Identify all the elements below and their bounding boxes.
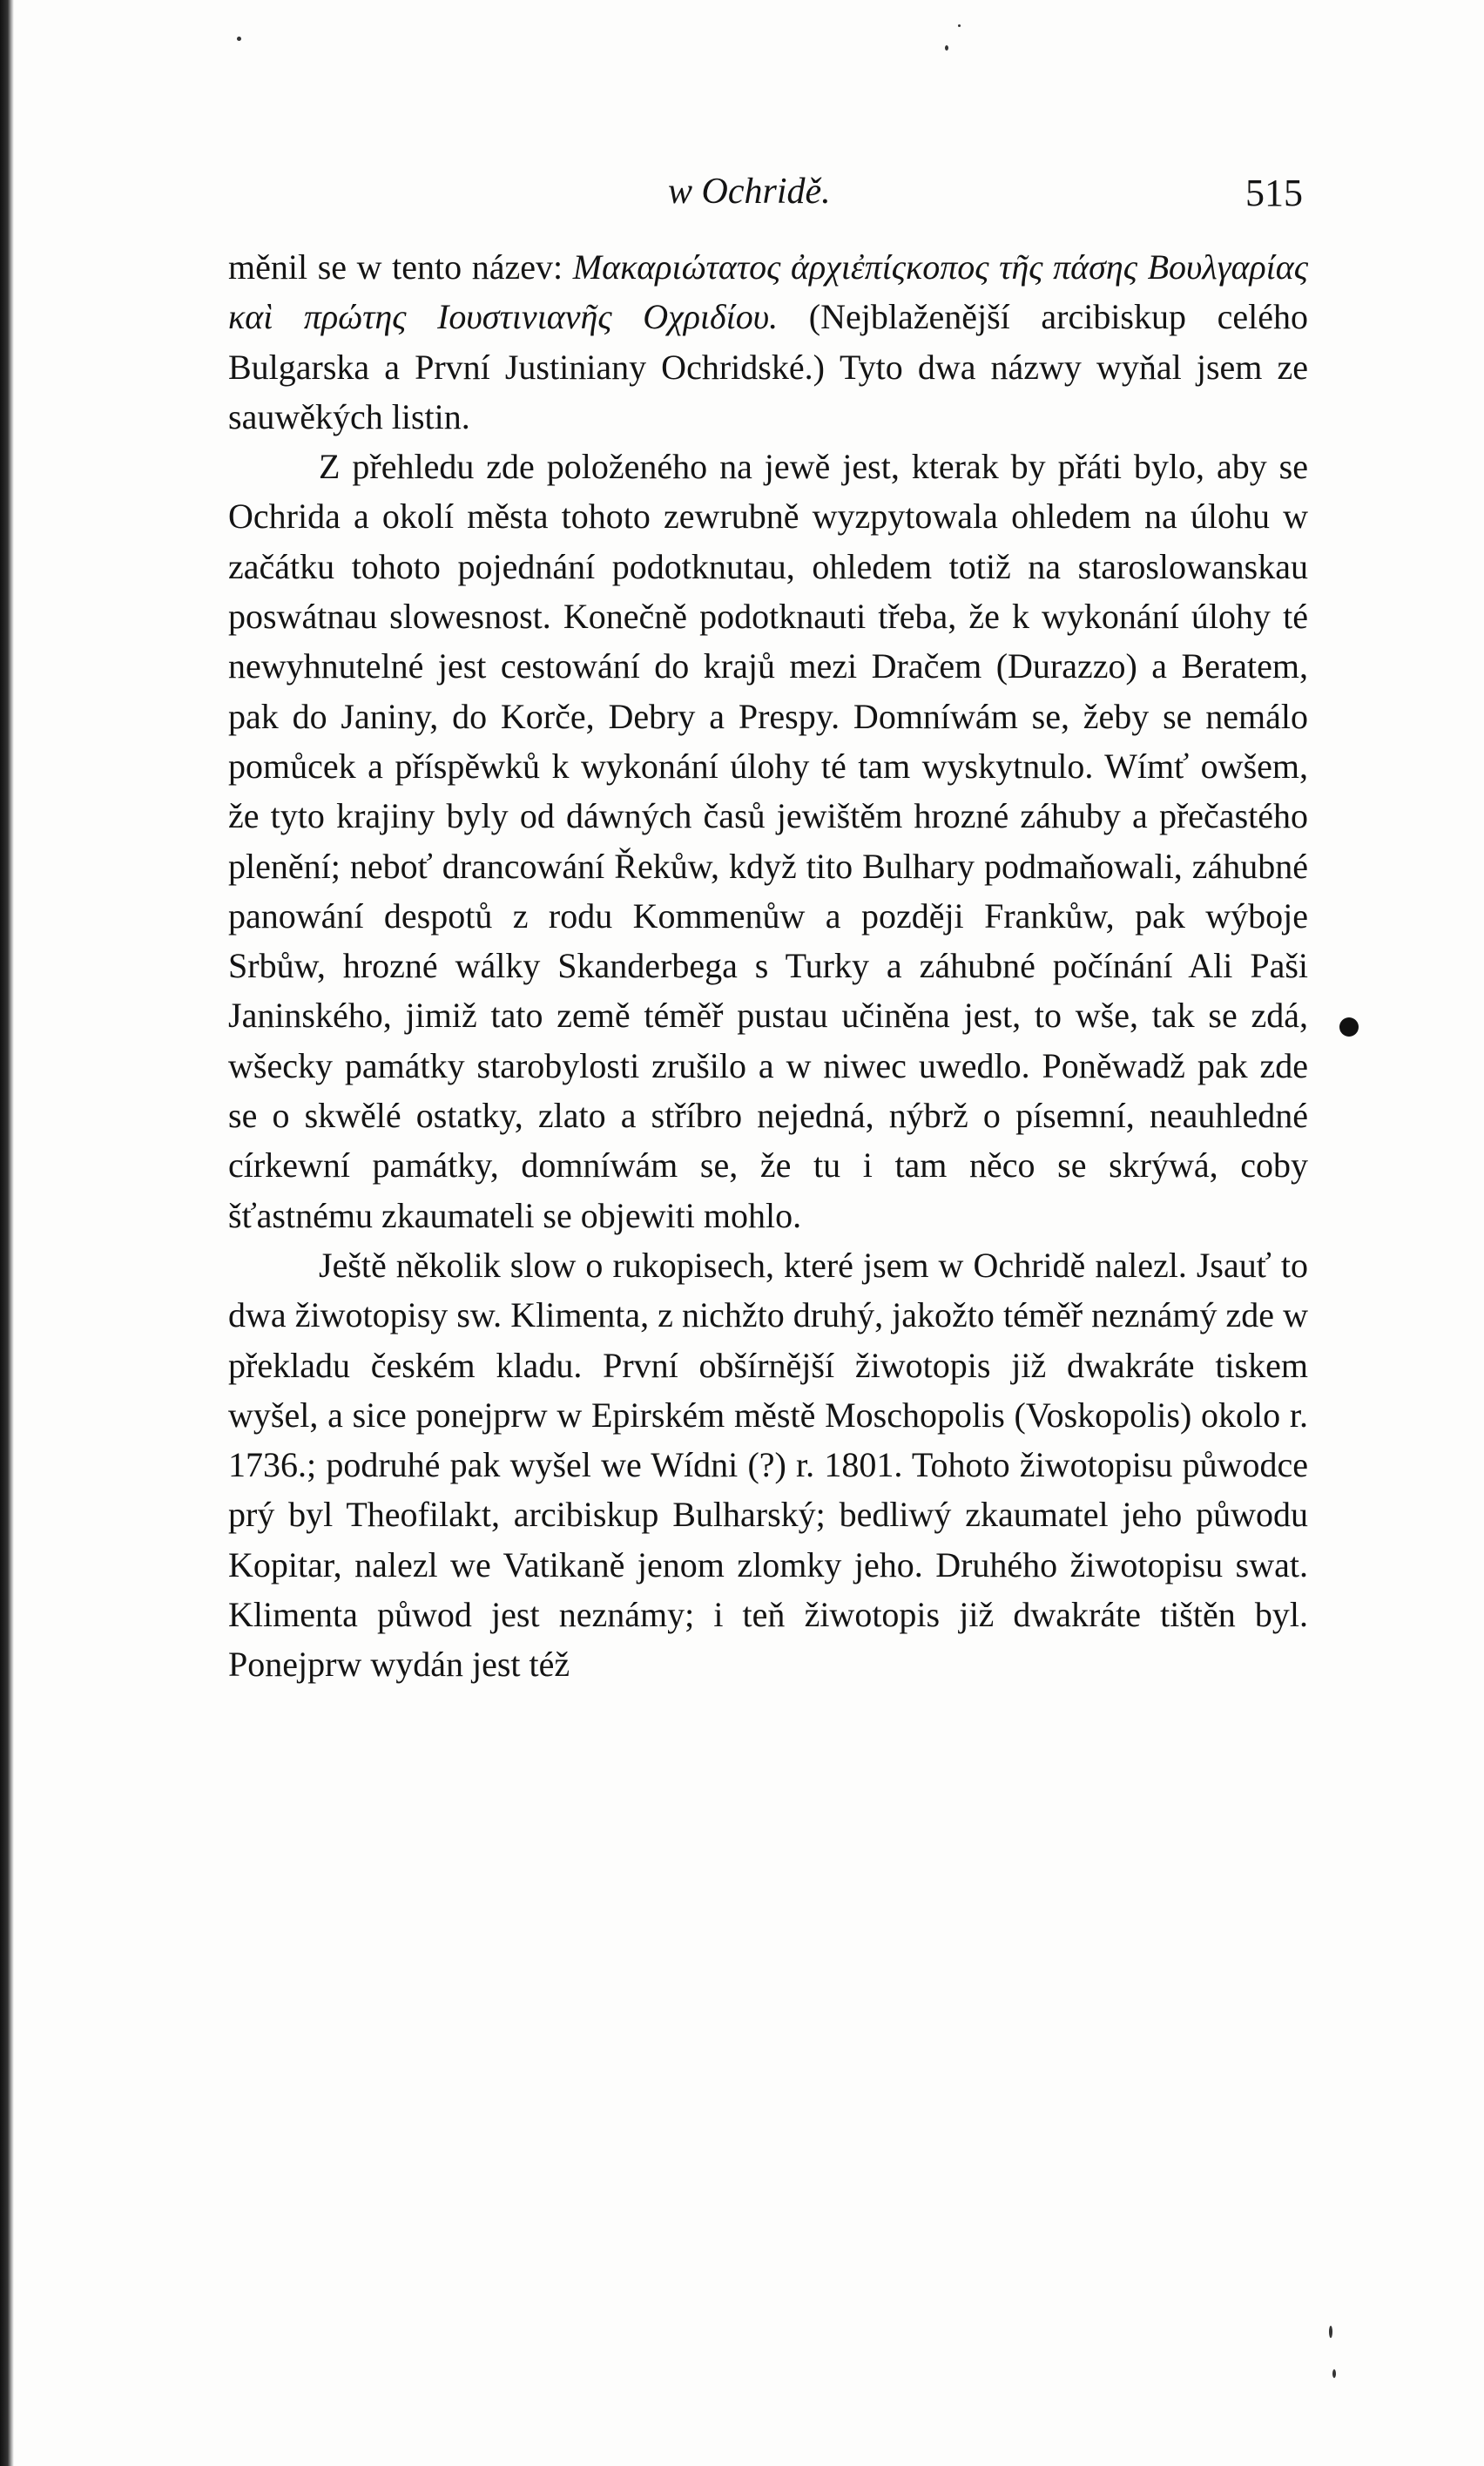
page-header <box>228 171 1303 223</box>
ink-speck <box>1332 2369 1336 2378</box>
ink-speck <box>237 37 241 41</box>
page-number: 515 <box>1245 172 1303 214</box>
paragraph-1 <box>228 242 1308 442</box>
binding-edge <box>0 0 14 2466</box>
ink-speck <box>945 45 948 51</box>
running-head: w Ochridě. <box>668 172 831 212</box>
paragraph-1-start: měnil se w tento název: <box>228 247 573 287</box>
ink-speck <box>1329 2326 1332 2338</box>
text-body <box>228 242 1308 1690</box>
paragraph-2: Z přehledu zde položeného na jewě jest, kterak by přáti bylo, aby se Ochrida a okolí města tohoto zewrubně wyzpytowala ohledem na úlohu w začátku tohoto pojednání podotknutau, ohledem totiž na staroslowanskau poswátnau slowesnost. Konečně podotknauti třeba, že k wykonání úlohy té newyhnutelné jest cestowání do krajů mezi Dračem (Durazzo) a Beratem, pak do Janiny, do Korče, Debry a Prespy. Domníwám se, žeby se nemálo pomůcek a příspěwků k wykonání úlohy té tam wyskytnulo. Wímť owšem, že tyto krajiny byly od dáwných časů jewištěm hrozné záhuby a přečastého plenění; neboť drancowání Řekůw, když tito Bulhary podmaňowali, záhubné panowání despotů z rodu Kommenůw a později Frankůw, pak wýboje Srbůw, hrozné wálky Skanderbega s Turky a záhubné počínání Ali Paši Janinského, jimiž tato země téměř pustau učiněna jest, to wše, tak se zdá, wšecky památky starobylosti zrušilo a w niwec uwedlo. Poněwadž pak zde se o skwělé ostatky, zlato a stříbro nejedná, nýbrž o písemní, neauhledné církewní památky, domníwám se, že tu i tam něco se skrýwá, coby šťastnému zkaumateli se objewiti mohlo. <box>228 447 1308 1235</box>
paragraph-1-end: (Nejblaženější arcibiskup celého Bulgarska a První Justiniany Ochridské.) Tyto dwa názwy wyňal jsem ze sauwěkých listin. <box>228 297 1308 436</box>
greek-title: Μακαριώτατος ἀρχιἐπίςκοπος τῆς πάσης Βουλγαρίας καὶ πρώτης Ιουστινιανῆς Οχριδίου. <box>228 247 1308 337</box>
margin-ink-dot <box>1339 1017 1359 1037</box>
ink-speck <box>958 24 961 27</box>
paragraph-3: Ještě několik slow o rukopisech, které jsem w Ochridě nalezl. Jsauť to dwa žiwotopisy sw. Klimenta, z nichžto druhý, jakožto téměř neznámý zde w překladu českém kladu. První obšírnější žiwotopis již dwakráte tiskem wyšel, a sice ponejprw w Epirském městě Moschopolis (Voskopolis) okolo r. 1736.; podruhé pak wyšel we Wídni (?) r. 1801. Tohoto žiwotopisu půwodce prý byl Theofilakt, arcibiskup Bulharský; bedliwý zkaumatel jeho půwodu Kopitar, nalezl we Vatikaně jenom zlomky jeho. Druhého žiwotopisu swat. Klimenta půwod jest neznámy; i teň žiwotopis již dwakráte tištěn byl. Ponejprw wydán jest též <box>228 1245 1308 1685</box>
